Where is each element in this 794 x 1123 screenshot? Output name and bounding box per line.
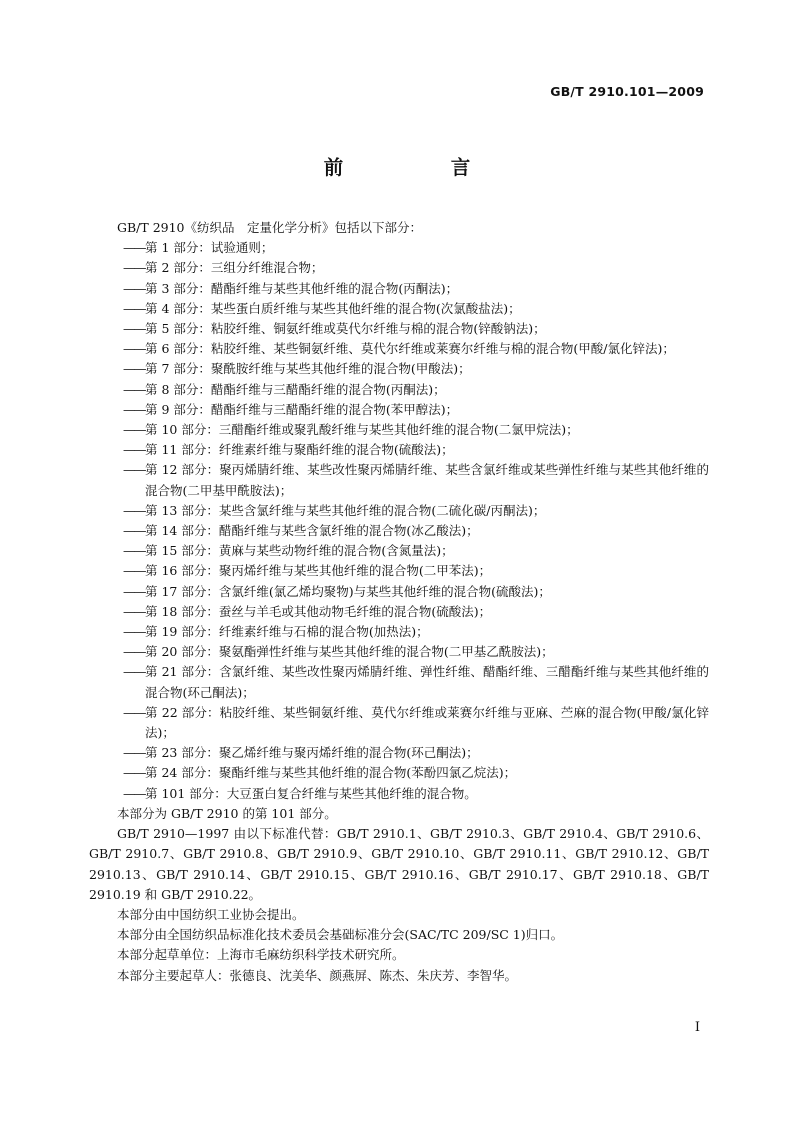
list-dash: —— [123,704,145,720]
list-item [89,238,709,258]
list-dash: —— [123,664,145,680]
list-dash: —— [123,280,145,296]
list-dash: —— [123,240,145,256]
list-dash: —— [123,644,145,660]
list-item [89,763,709,783]
list-item-text: 第 22 部分：粘胶纤维、某些铜氨纤维、莫代尔纤维或莱赛尔纤维与亚麻、苎麻的混合物(甲酸/氯化锌法)； [145,704,709,741]
list-item [89,642,709,662]
list-dash: —— [123,422,145,438]
list-item-text: 第 8 部分：醋酯纤维与三醋酯纤维的混合物(丙酮法)； [145,381,446,397]
list-item-text: 第 19 部分：纤维素纤维与石棉的混合物(加热法)； [145,624,429,640]
list-dash: —— [123,401,145,417]
list-item-text: 第 6 部分：粘胶纤维、某些铜氨纤维、莫代尔纤维或莱赛尔纤维与棉的混合物(甲酸/氯化锌法)； [145,341,675,357]
list-item-text: 第 20 部分：聚氨酯弹性纤维与某些其他纤维的混合物(二甲基乙酰胺法)； [145,644,554,660]
list-item-text: 第 2 部分：三组分纤维混合物； [145,260,324,276]
centralized-by-paragraph: 本部分由全国纺织品标准化技术委员会基础标准分会(SAC/TC 209/SC 1)归口。 [117,927,564,943]
parts-list [89,238,709,804]
list-dash: —— [123,624,145,640]
standard-code: GB/T 2910.101—2009 [550,84,704,99]
list-item [89,440,709,460]
foreword-body [89,218,709,986]
list-item-text: 第 16 部分：聚丙烯纤维与某些其他纤维的混合物(二甲苯法)； [145,563,492,579]
list-dash: —— [123,583,145,599]
list-dash: —— [123,745,145,761]
list-dash: —— [123,543,145,559]
proposed-by-paragraph: 本部分由中国纺织工业协会提出。 [117,906,305,922]
list-item [89,319,709,339]
list-item [89,380,709,400]
list-item-text: 第 17 部分：含氯纤维(氯乙烯均聚物)与某些其他纤维的混合物(硫酸法)； [145,583,551,599]
page-number: I [694,1020,700,1035]
list-item [89,662,709,702]
list-dash: —— [123,523,145,539]
list-item-text: 第 4 部分：某些蛋白质纤维与某些其他纤维的混合物(次氯酸盐法)； [145,300,521,316]
list-dash: —— [123,442,145,458]
list-item-text: 第 15 部分：黄麻与某些动物纤维的混合物(含氮量法)； [145,543,454,559]
list-item-text: 第 13 部分：某些含氯纤维与某些其他纤维的混合物(二硫化碳/丙酮法)； [145,502,546,518]
intro-paragraph: GB/T 2910《纺织品 定量化学分析》包括以下部分： [117,220,423,235]
drafting-unit-paragraph: 本部分起草单位：上海市毛麻纺织科学技术研究所。 [117,947,405,963]
list-item-text: 第 7 部分：聚酰胺纤维与某些其他纤维的混合物(甲酸法)； [145,361,471,377]
list-dash: —— [123,785,145,801]
list-item [89,359,709,379]
drafters-paragraph: 本部分主要起草人：张德良、沈美华、颜燕屏、陈杰、朱庆芳、李智华。 [117,967,518,983]
list-item [89,521,709,541]
list-item-text: 第 12 部分：聚丙烯腈纤维、某些改性聚丙烯腈纤维、某些含氯纤维或某些弹性纤维与某些其他纤维的混合物(二甲基甲酰胺法)； [145,462,709,498]
list-dash: —— [123,765,145,781]
list-item [89,501,709,521]
list-item-text: 第 14 部分：醋酯纤维与某些含氯纤维的混合物(冰乙酸法)； [145,523,479,539]
list-item [89,299,709,319]
list-dash: —— [123,361,145,377]
list-item-text: 第 18 部分：蚕丝与羊毛或其他动物毛纤维的混合物(硫酸法)； [145,603,492,619]
list-dash: —— [123,462,145,478]
list-dash: —— [123,502,145,518]
list-item [89,420,709,440]
list-dash: —— [123,300,145,316]
list-item-text: 第 23 部分：聚乙烯纤维与聚丙烯纤维的混合物(环己酮法)； [145,745,479,761]
list-item [89,582,709,602]
list-item [89,258,709,278]
list-item [89,602,709,622]
list-item-text: 第 21 部分：含氯纤维、某些改性聚丙烯腈纤维、弹性纤维、醋酯纤维、三醋酯纤维与某些其他纤维的混合物(环己酮法)； [145,664,709,700]
list-dash: —— [123,603,145,619]
list-item-text: 第 5 部分：粘胶纤维、铜氨纤维或莫代尔纤维与棉的混合物(锌酸钠法)； [145,321,546,337]
page-title: 前 言 [323,156,515,179]
list-item [89,743,709,763]
list-item-text: 第 24 部分：聚酯纤维与某些其他纤维的混合物(苯酚四氯乙烷法)； [145,765,517,781]
list-dash: —— [123,563,145,579]
list-dash: —— [123,341,145,357]
list-item-text: 第 3 部分：醋酯纤维与某些其他纤维的混合物(丙酮法)； [145,280,459,296]
list-dash: —— [123,260,145,276]
list-item [89,561,709,581]
list-item [89,622,709,642]
list-item-text: 第 9 部分：醋酯纤维与三醋酯纤维的混合物(苯甲醇法)； [145,401,459,417]
list-item-text: 第 101 部分：大豆蛋白复合纤维与某些其他纤维的混合物。 [145,785,477,801]
list-dash: —— [123,381,145,397]
list-item [89,400,709,420]
list-item [89,703,709,743]
list-item [89,339,709,359]
list-item [89,541,709,561]
list-item-text: 第 1 部分：试验通则； [145,240,274,256]
list-item [89,279,709,299]
this-part-paragraph: 本部分为 GB/T 2910 的第 101 部分。 [117,805,337,821]
list-dash: —— [123,321,145,337]
list-item [89,784,709,804]
replaces-paragraph: GB/T 2910—1997 由以下标准代替：GB/T 2910.1、GB/T 2910.3、GB/T 2910.4、GB/T 2910.6、GB/T 2910.7、GB/T 2910.8、GB/T 2910.9、GB/T 2910.10、GB/T 2910.11、GB/T 2910.12、GB/T 2910.13、GB/T 2910.14、GB/T 2910.15、GB/T 2910.16、GB/T 2910.17、GB/T 2910.18、GB/T 2910.19 和 GB/T 2910.22。 [89,826,709,902]
list-item-text: 第 11 部分：纤维素纤维与聚酯纤维的混合物(硫酸法)； [145,442,454,458]
list-item-text: 第 10 部分：三醋酯纤维或聚乳酸纤维与某些其他纤维的混合物(二氯甲烷法)； [145,422,579,438]
list-item [89,460,709,500]
